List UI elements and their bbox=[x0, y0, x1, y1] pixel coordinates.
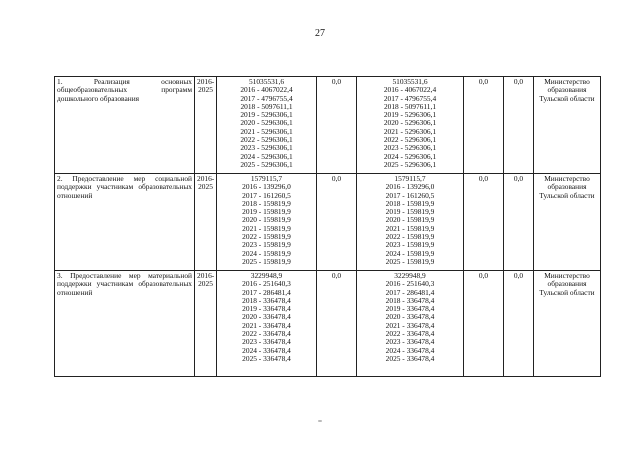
responsible-line: Министерство bbox=[544, 77, 590, 86]
regional-year-value: 2018 - 159819,9 bbox=[385, 198, 435, 208]
total-year-value: 2025 - 5296306,1 bbox=[240, 159, 293, 169]
total-year-value: 2023 - 336478,4 bbox=[242, 337, 291, 347]
regional-year-value: 2025 - 5296306,1 bbox=[383, 159, 437, 169]
total-year-value: 2024 - 5296306,1 bbox=[240, 151, 293, 161]
regional-year-value: 2016 - 139296,0 bbox=[385, 182, 435, 192]
total-year-value: 2018 - 159819,9 bbox=[242, 198, 291, 208]
regional-budget-cell bbox=[357, 174, 464, 271]
responsible-line: Министерство bbox=[544, 271, 590, 280]
period-end: 2025 bbox=[198, 182, 213, 192]
regional-year-value: 2019 - 159819,9 bbox=[385, 207, 435, 217]
total-year-value: 2023 - 159819,9 bbox=[242, 240, 291, 250]
regional-year-value: 2017 - 286481,4 bbox=[385, 287, 435, 297]
period-start: 2016- bbox=[197, 271, 215, 280]
total-sum: 1579115,7 bbox=[250, 174, 283, 183]
total-year-value: 2021 - 5296306,1 bbox=[240, 126, 293, 136]
regional-year-value: 2017 - 4796755,4 bbox=[383, 93, 437, 103]
regional-budget-cell bbox=[357, 271, 464, 377]
total-year-value: 2019 - 336478,4 bbox=[242, 304, 291, 314]
total-year-value: 2016 - 251640,3 bbox=[242, 279, 291, 289]
period-end: 2025 bbox=[198, 85, 213, 95]
total-year-value: 2018 - 336478,4 bbox=[242, 295, 291, 305]
regional-year-value: 2018 - 336478,4 bbox=[385, 295, 435, 305]
total-sum: 3229948,9 bbox=[250, 271, 283, 280]
regional-year-value: 2018 - 5097611,1 bbox=[383, 101, 437, 111]
regional-year-value: 2022 - 336478,4 bbox=[385, 329, 435, 339]
total-year-value: 2023 - 5296306,1 bbox=[240, 143, 293, 153]
regional-year-value: 2025 - 159819,9 bbox=[385, 256, 435, 266]
total-year-value: 2019 - 5296306,1 bbox=[240, 110, 293, 120]
total-year-value: 2018 - 5097611,1 bbox=[240, 101, 293, 111]
period-cell bbox=[195, 77, 217, 174]
regional-year-value: 2024 - 5296306,1 bbox=[383, 151, 437, 161]
table-row bbox=[55, 77, 601, 174]
measure-name: 2. Предоставление мер социальной поддержки участникам образовательных отношений bbox=[55, 174, 195, 271]
total-year-value: 2016 - 139296,0 bbox=[242, 182, 291, 192]
regional-year-value: 2023 - 159819,9 bbox=[385, 240, 435, 250]
other-sources-cell: 0,0 bbox=[504, 174, 534, 271]
total-year-value: 2017 - 4796755,4 bbox=[240, 93, 293, 103]
table-row bbox=[55, 174, 601, 271]
regional-year-value: 2016 - 4067022,4 bbox=[383, 85, 437, 95]
period-cell bbox=[195, 271, 217, 377]
responsible-executor-cell bbox=[534, 174, 601, 271]
federal-budget-cell: 0,0 bbox=[317, 174, 357, 271]
regional-year-value: 2020 - 159819,9 bbox=[385, 215, 435, 225]
responsible-line: Министерство bbox=[544, 174, 590, 183]
total-year-value: 2020 - 336478,4 bbox=[242, 312, 291, 322]
regional-year-value: 2024 - 159819,9 bbox=[385, 248, 435, 258]
table-row bbox=[55, 271, 601, 377]
total-year-value: 2022 - 159819,9 bbox=[242, 232, 291, 242]
local-budget-cell: 0,0 bbox=[464, 174, 504, 271]
responsible-line: образования bbox=[547, 279, 587, 289]
regional-year-value: 2020 - 5296306,1 bbox=[383, 118, 437, 128]
total-year-value: 2017 - 286481,4 bbox=[242, 287, 291, 297]
responsible-executor-cell bbox=[534, 271, 601, 377]
regional-year-value: 2025 - 336478,4 bbox=[385, 353, 435, 363]
total-year-value: 2020 - 5296306,1 bbox=[240, 118, 293, 128]
responsible-line: Тульской области bbox=[539, 287, 595, 297]
regional-year-value: 2022 - 159819,9 bbox=[385, 232, 435, 242]
other-sources-cell: 0,0 bbox=[504, 271, 534, 377]
regional-year-value: 2016 - 251640,3 bbox=[385, 279, 435, 289]
funding-table bbox=[54, 76, 601, 377]
other-sources-cell: 0,0 bbox=[504, 77, 534, 174]
regional-year-value: 2023 - 5296306,1 bbox=[383, 143, 437, 153]
regional-year-value: 2019 - 336478,4 bbox=[385, 304, 435, 314]
scan-dot bbox=[318, 420, 322, 422]
total-year-value: 2024 - 159819,9 bbox=[242, 248, 291, 258]
period-cell bbox=[195, 174, 217, 271]
federal-budget-cell: 0,0 bbox=[317, 77, 357, 174]
total-year-value: 2020 - 159819,9 bbox=[242, 215, 291, 225]
total-year-value: 2025 - 336478,4 bbox=[242, 353, 291, 363]
total-year-value: 2022 - 336478,4 bbox=[242, 329, 291, 339]
regional-sum: 1579115,7 bbox=[394, 174, 426, 183]
period-start: 2016- bbox=[197, 174, 215, 183]
responsible-executor-cell bbox=[534, 77, 601, 174]
regional-year-value: 2017 - 161260,5 bbox=[385, 190, 435, 200]
responsible-line: образования bbox=[547, 182, 587, 192]
total-year-value: 2022 - 5296306,1 bbox=[240, 135, 293, 145]
total-year-value: 2021 - 159819,9 bbox=[242, 223, 291, 233]
total-year-value: 2025 - 159819,9 bbox=[242, 256, 291, 266]
responsible-line: Тульской области bbox=[539, 93, 595, 103]
regional-year-value: 2021 - 5296306,1 bbox=[383, 126, 437, 136]
regional-year-value: 2021 - 159819,9 bbox=[385, 223, 435, 233]
total-funding-cell bbox=[217, 271, 317, 377]
regional-sum: 3229948,9 bbox=[394, 271, 426, 280]
regional-year-value: 2019 - 5296306,1 bbox=[383, 110, 437, 120]
local-budget-cell: 0,0 bbox=[464, 271, 504, 377]
federal-budget-cell: 0,0 bbox=[317, 271, 357, 377]
page-number: 27 bbox=[315, 28, 325, 39]
total-year-value: 2017 - 161260,5 bbox=[242, 190, 291, 200]
local-budget-cell: 0,0 bbox=[464, 77, 504, 174]
regional-year-value: 2023 - 336478,4 bbox=[385, 337, 435, 347]
measure-name: 1. Реализация основных общеобразовательных программ дошкольного образования bbox=[55, 77, 195, 174]
measure-name: 3. Предоставление мер материальной поддержки участникам образовательных отношений bbox=[55, 271, 195, 377]
regional-year-value: 2022 - 5296306,1 bbox=[383, 135, 437, 145]
total-year-value: 2024 - 336478,4 bbox=[242, 345, 291, 355]
regional-year-value: 2024 - 336478,4 bbox=[385, 345, 435, 355]
total-funding-cell bbox=[217, 174, 317, 271]
responsible-line: Тульской области bbox=[539, 190, 595, 200]
total-year-value: 2016 - 4067022,4 bbox=[240, 85, 293, 95]
regional-budget-cell bbox=[357, 77, 464, 174]
period-end: 2025 bbox=[198, 279, 213, 289]
responsible-line: образования bbox=[547, 85, 587, 95]
period-start: 2016- bbox=[197, 77, 215, 86]
regional-year-value: 2021 - 336478,4 bbox=[385, 320, 435, 330]
total-year-value: 2019 - 159819,9 bbox=[242, 207, 291, 217]
total-sum: 51035531,6 bbox=[248, 77, 285, 86]
regional-sum: 51035531,6 bbox=[392, 77, 428, 86]
total-year-value: 2021 - 336478,4 bbox=[242, 320, 291, 330]
regional-year-value: 2020 - 336478,4 bbox=[385, 312, 435, 322]
total-funding-cell bbox=[217, 77, 317, 174]
